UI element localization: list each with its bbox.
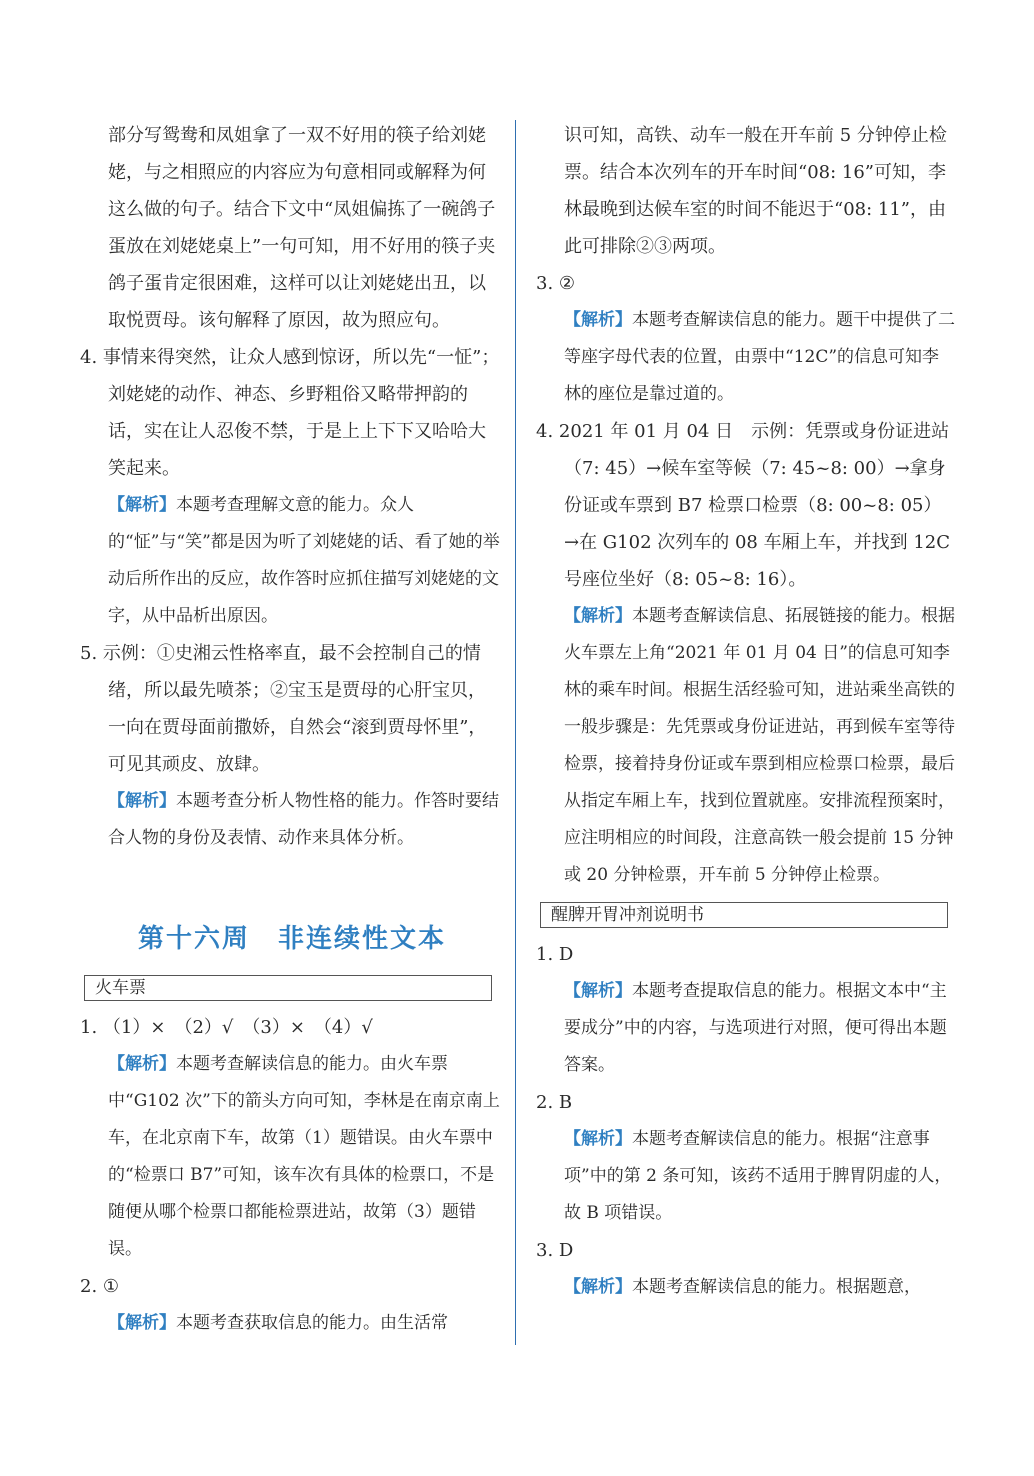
t4-analysis: 【解析】本题考查解读信息、拓展链接的能力。根据火车票左上角“2021 年 01 月 04 日”的信息可知李林的乘车时间。根据生活经验可知，进站乘坐高铁的一般步骤是：先凭票或身份证进站，再到候车室等待检票，接着持身份证或车票到相应检票口检票，最后从指定车厢上车，找到位置就座。安排流程预案时，应注明相应的时间段，注意高铁一般会提前 15 分钟或 20 分钟检票，开车前 5 分钟停止检票。 [564, 606, 955, 885]
analysis-label: 【解析】 [108, 791, 176, 811]
q4-answer: 4. 事情来得突然，让众人感到惊讶，所以先“一怔”；刘姥姥的动作、神态、乡野粗俗又略带押韵的话，实在让人忍俊不禁，于是上上下下又哈哈大笑起来。 [80, 347, 500, 479]
section-box-train-ticket: 火车票 [84, 975, 492, 1001]
m1-answer: 1. D [536, 944, 574, 965]
intro-paragraph: 部分写鸳鸯和凤姐拿了一双不好用的筷子给刘姥姥，与之相照应的内容应为句意相同或解释为何这么做的句子。结合下文中“凤姐偏拣了一碗鸽子蛋放在刘姥姥桌上”一句可知，用不好用的筷子夹鸽子蛋肯定很困难，这样可以让刘姥姥出丑，以取悦贾母。该句解释了原因，故为照应句。 [108, 125, 496, 331]
continued-paragraph: 识可知，高铁、动车一般在开车前 5 分钟停止检票。结合本次列车的开车时间“08: 16”可知，李林最晚到达候车室的时间不能迟于“08: 11”，由此可排除②③两项。 [564, 125, 947, 257]
section-title: 第十六周 非连续性文本 [138, 924, 447, 954]
m1-analysis: 【解析】本题考查提取信息的能力。根据文本中“主要成分”中的内容，与选项进行对照，便可得出本题答案。 [564, 981, 947, 1075]
t4-answer: 4. 2021 年 01 月 04 日 示例：凭票或身份证进站（7: 45）→候车室等候（7: 45~8: 00）→拿身份证或车票到 B7 检票口检票（8: 00~8: 05）→在 G102 次列车的 08 车厢上车，并找到 12C 号座位坐好（8: 05~8: 16）。 [536, 421, 951, 590]
m2-answer: 2. B [536, 1092, 573, 1113]
t1-analysis: 【解析】本题考查解读信息的能力。由火车票中“G102 次”下的箭头方向可知，李林是在南京南上车，在北京南下车，故第（1）题错误。由火车票中的“检票口 B7”可知，该车次有具体的检票口，不是随便从哪个检票口都能检票进站，故第（3）题错误。 [108, 1054, 500, 1259]
t3-answer: 3. ② [536, 273, 576, 294]
analysis-label: 【解析】 [564, 1129, 632, 1149]
analysis-label: 【解析】 [108, 495, 176, 515]
t2-analysis: 【解析】本题考查获取信息的能力。由生活常 [108, 1313, 448, 1333]
right-column [536, 117, 956, 1306]
analysis-label: 【解析】 [564, 606, 632, 626]
t2-answer: 2. ① [80, 1276, 120, 1297]
t3-analysis: 【解析】本题考查解读信息的能力。题干中提供了二等座字母代表的位置，由票中“12C”的信息可知李林的座位是靠过道的。 [564, 310, 955, 404]
q5-analysis: 【解析】本题考查分析人物性格的能力。作答时要结合人物的身份及表情、动作来具体分析。 [108, 791, 499, 848]
q5-answer: 5. 示例：①史湘云性格率直，最不会控制自己的情绪，所以最先喷茶；②宝玉是贾母的心肝宝贝，一向在贾母面前撒娇，自然会“滚到贾母怀里”，可见其顽皮、放肆。 [80, 643, 487, 775]
m2-analysis: 【解析】本题考查解读信息的能力。根据“注意事项”中的第 2 条可知，该药不适用于脾胃阴虚的人，故 B 项错误。 [564, 1129, 952, 1223]
t1-answer: 1. （1）× （2）√ （3）× （4）√ [80, 1017, 373, 1038]
analysis-label: 【解析】 [108, 1054, 176, 1074]
left-column [80, 117, 500, 1342]
analysis-label: 【解析】 [564, 981, 632, 1001]
analysis-label: 【解析】 [564, 1277, 632, 1297]
column-divider [515, 120, 516, 1345]
analysis-label: 【解析】 [564, 310, 632, 330]
m3-analysis: 【解析】本题考查解读信息的能力。根据题意， [564, 1277, 921, 1297]
q4-analysis: 【解析】本题考查理解文意的能力。众人的“怔”与“笑”都是因为听了刘姥姥的话、看了她的举动后所作出的反应，故作答时应抓住描写刘姥姥的文字，从中品析出原因。 [108, 495, 500, 626]
section-box-medicine-manual: 醒脾开胃冲剂说明书 [540, 902, 948, 928]
analysis-label: 【解析】 [108, 1313, 176, 1333]
m3-answer: 3. D [536, 1240, 574, 1261]
